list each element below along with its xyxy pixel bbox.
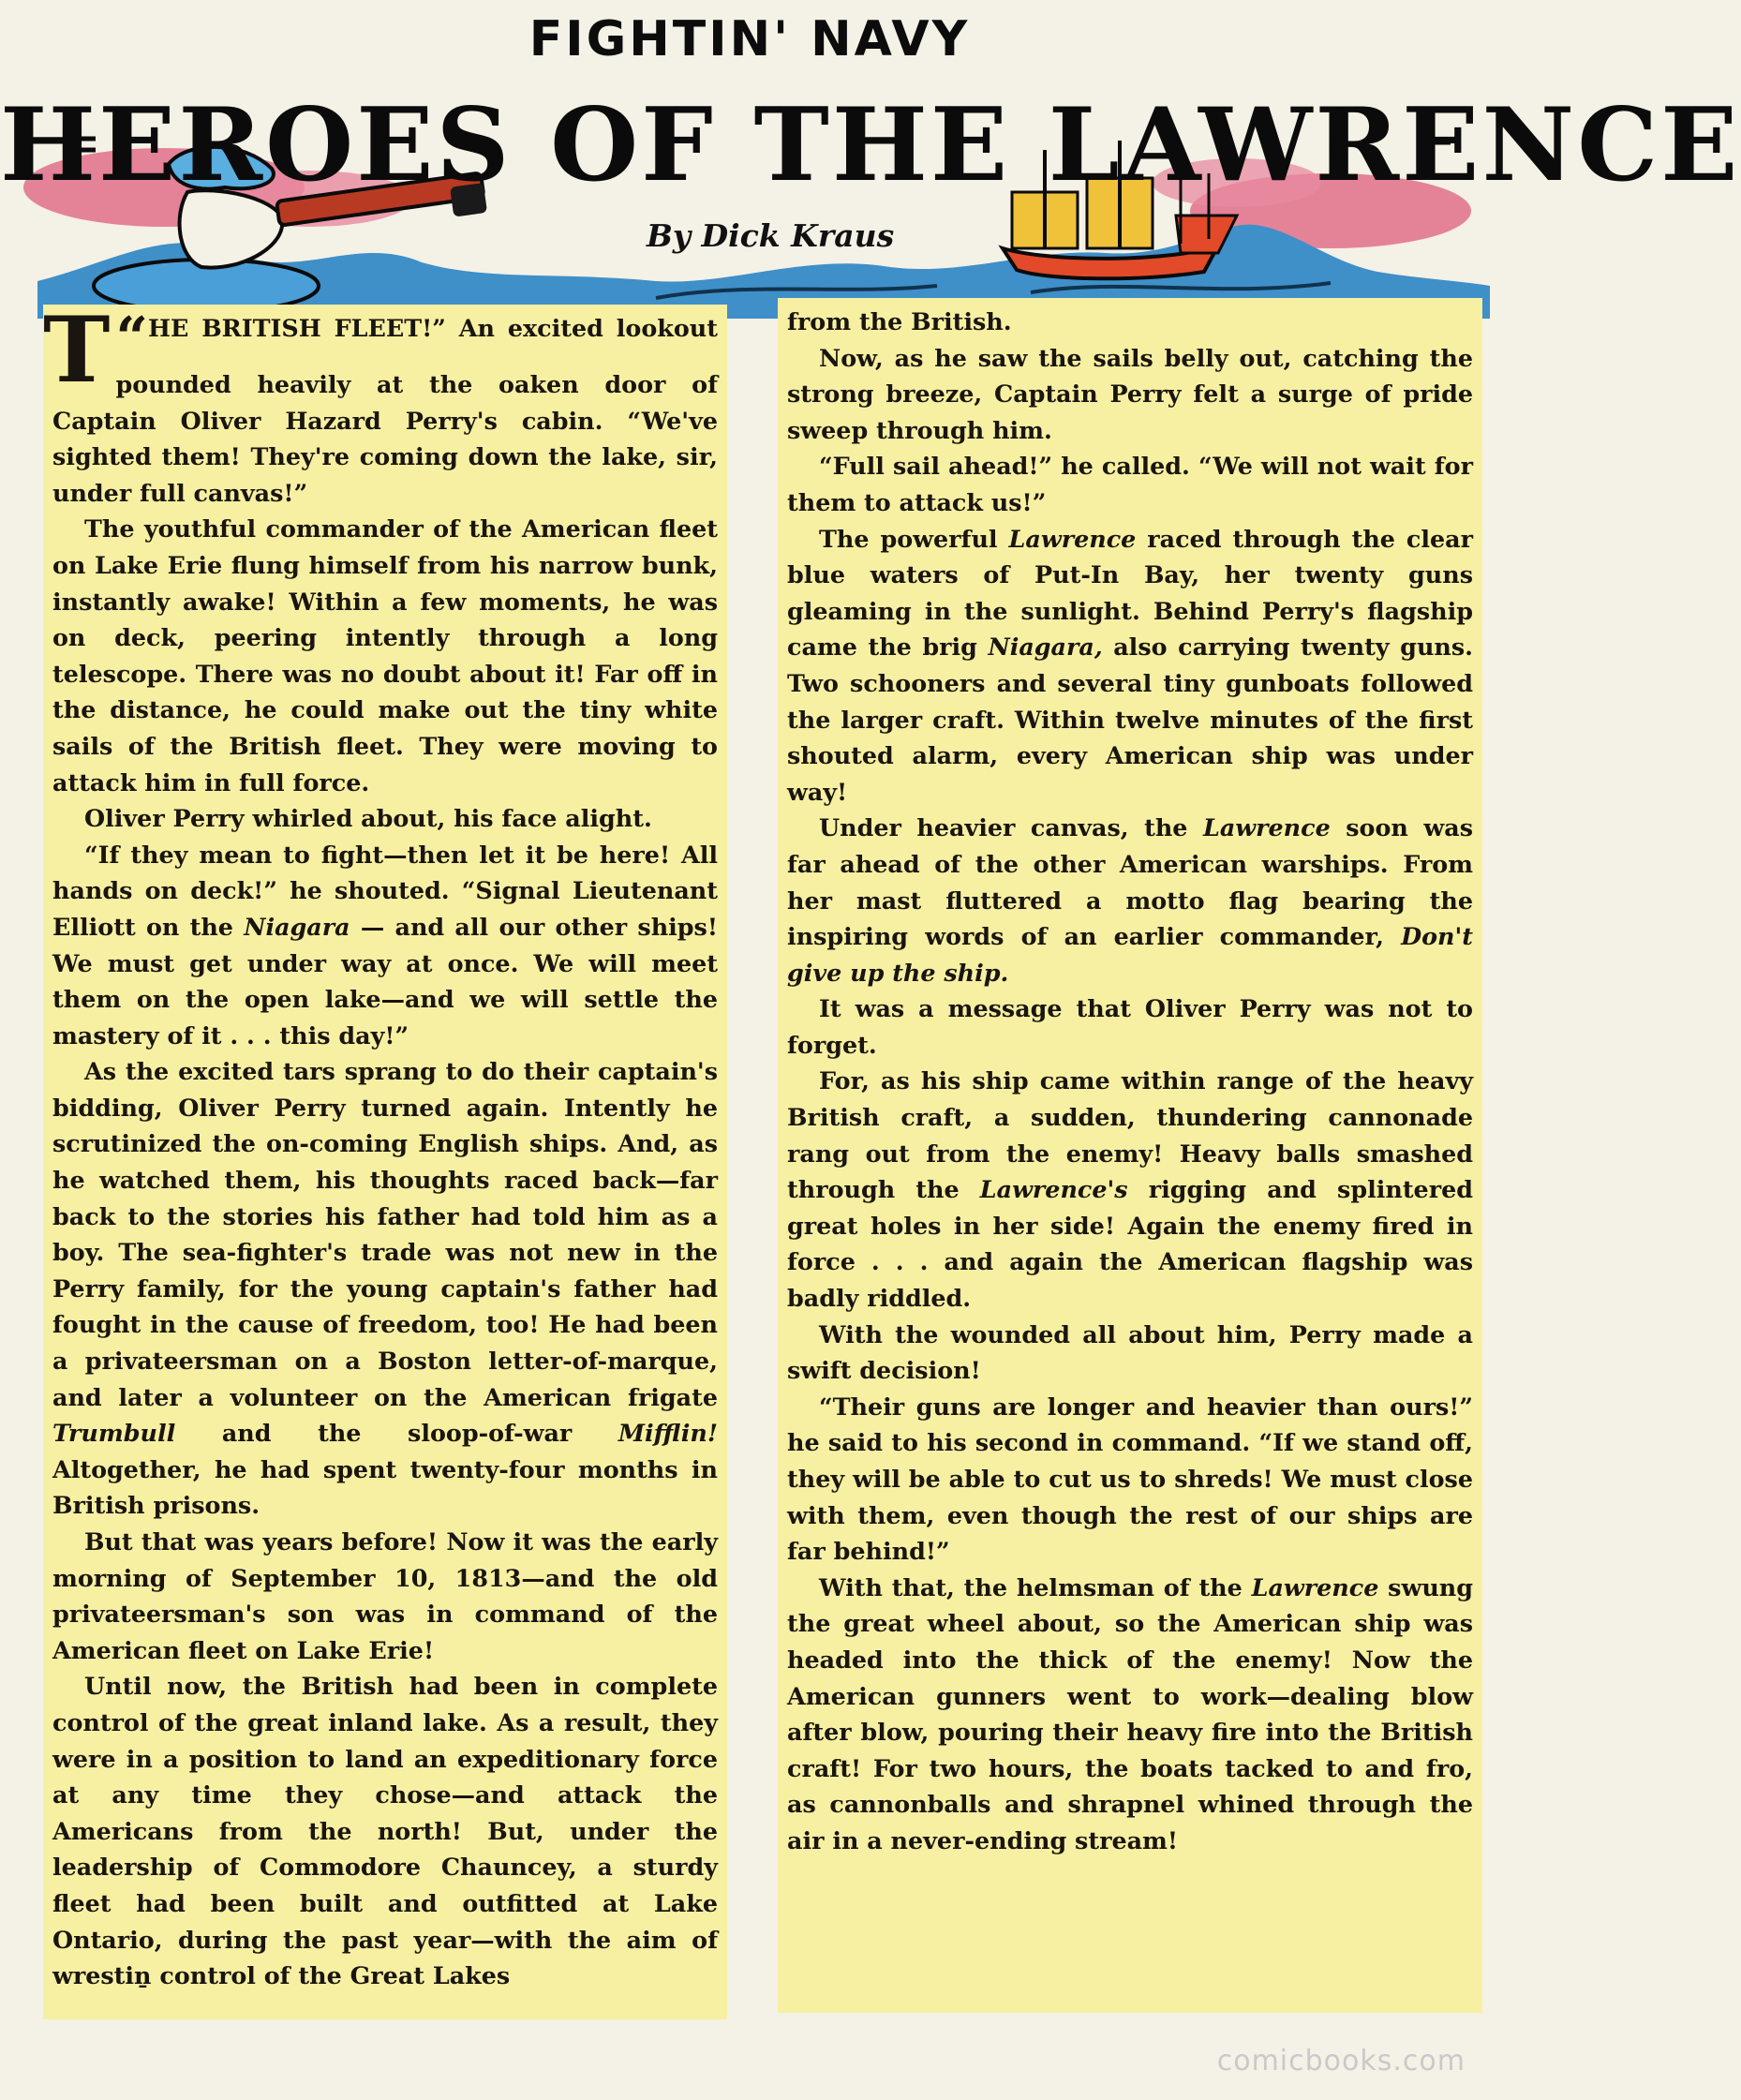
motto-text: Don't give up the ship. <box>787 922 1473 987</box>
paragraph-r3 <box>787 521 1473 811</box>
paragraph-r8: “Their guns are longer and heavier than ours!” he said to his second in command. “If we stand off, they will be able to cut us to shreds! We must close with them, even though the rest of our ships are far behind!” <box>787 1392 1473 1566</box>
paragraph-1 <box>43 297 718 511</box>
paragraph-6: But that was years before! Now it was the early morning of September 10, 1813—and the old privateersman's son was in command of the American fleet on Lake Erie! <box>52 1527 718 1664</box>
paragraph-1-text: HE BRITISH FLEET!” An excited lookout pounded heavily at the oaken door of Captain Oliver Hazard Perry's cabin. “We've sighted them! They're coming down the lake, sir, under full canvas!” <box>52 314 718 507</box>
paragraph-r2: “Full sail ahead!” he called. “We will not wait for them to attack us!” <box>787 452 1473 516</box>
paragraph-r3-text-a: The powerful <box>819 524 1009 553</box>
ship-name-trumbull: Trumbull <box>52 1419 176 1448</box>
paragraph-4-text-a: “If they mean to fight—then let it be here! All hands on deck!” he shouted. “Signal Lieutenant Elliott on the <box>52 840 718 941</box>
ship-name-lawrences: Lawrence's <box>979 1175 1128 1204</box>
paragraph-r6-text-b: rigging and splintered great holes in her side! Again the enemy fired in force . . . and again the American flagship was badly riddled. <box>787 1175 1473 1313</box>
ship-name-niagara: Niagara, <box>988 633 1103 662</box>
paragraph-r9 <box>787 1570 1473 1859</box>
series-title: FIGHTIN' NAVY <box>528 11 971 67</box>
paragraph-r3-text-c: also carrying twenty guns. Two schooners and several tiny gunboats followed the larger craft. Within twelve minutes of the first shouted alarm, every American ship was under way! <box>787 633 1473 806</box>
paragraph-5-text-c: Altogether, he had spent twenty-four months in British prisons. <box>52 1454 718 1520</box>
paragraph-7: Until now, the British had been in complete control of the great inland lake. As a result, they were in a position to land an expeditionary force at any time they chose—and attack the Americans from the north! But, under the leadership of Commodore Chauncey, a sturdy fleet had been built and outfitted at Lake Ontario, during the past year—with the aim of wrestiṉ control of the Great Lakes <box>52 1672 718 1990</box>
paragraph-4 <box>52 837 718 1054</box>
paragraph-5 <box>52 1053 718 1524</box>
paragraph-r9-text-b: swung the great wheel about, so the American ship was headed into the thick of the enemy! Now the American gunners went to work—dealing blow after blow, pouring their heavy fire into the British craft! For two hours, the boats tacked to and fro, as cannonballs and shrapnel whined through the air in a never-ending stream! <box>787 1572 1473 1854</box>
author-byline: By Dick Kraus <box>647 217 895 254</box>
paragraph-r4 <box>787 810 1473 990</box>
paragraph-r7: With the wounded all about him, Perry made a swift decision! <box>787 1319 1473 1385</box>
paragraph-r5: It was a message that Oliver Perry was not to forget. <box>787 994 1473 1059</box>
story-title: HEROES OF THE LAWRENCE <box>0 86 1741 204</box>
paragraph-3: Oliver Perry whirled about, his face alight. <box>84 804 652 833</box>
paragraph-r4-text-b: soon was far ahead of the other American warships. From her mast fluttered a motto flag bearing the inspiring words of an earlier commander, <box>787 813 1473 951</box>
ship-name-niagara: Niagara <box>244 912 350 941</box>
paragraph-r0: from the British. <box>787 307 1012 335</box>
paragraph-5-text-a: As the excited tars sprang to do their captain's bidding, Oliver Perry turned again. Intently he scrutinized the on-coming English ships. And, as he watched them, his thoughts raced back—far back to the stories his father had told him as a boy. The sea-fighter's trade was not new in the Perry family, for the young captain's father had fought in the cause of freedom, too! He had been a privateersman on a Boston letter-of-marque, and later a volunteer on the American frigate <box>52 1057 718 1411</box>
ship-name-mifflin: Mifflin! <box>618 1419 718 1448</box>
opening-quote: “ <box>115 305 148 371</box>
ship-name-lawrence: Lawrence <box>1008 524 1137 553</box>
text-column-right <box>778 298 1482 2013</box>
paragraph-5-text-b: and the sloop-of-war <box>175 1419 618 1448</box>
paragraph-r4-text-a: Under heavier canvas, the <box>819 813 1203 842</box>
paragraph-r3-text-b: raced through the clear blue waters of Put-In Bay, her twenty guns gleaming in the sunlight. Behind Perry's flagship came the brig <box>787 524 1473 662</box>
paragraph-r9-text-a: With that, the helmsman of the <box>819 1572 1252 1601</box>
site-watermark: comicbooks.com <box>1216 2045 1466 2078</box>
paragraph-2: The youthful commander of the American fleet on Lake Erie flung himself from his narrow bunk, instantly awake! Within a few moments, he was on deck, peering intently through a long telescope. There was no doubt about it! Far off in the distance, he could make out the tiny white sails of the British fleet. They were moving to attack him in full force. <box>52 514 718 797</box>
ship-name-lawrence: Lawrence <box>1251 1572 1379 1601</box>
paragraph-4-text-b: — and all our other ships! We must get under way at once. We will meet them on the open lake—and we will settle the mastery of it . . . this day!” <box>52 912 718 1050</box>
ship-name-lawrence: Lawrence <box>1202 813 1331 842</box>
paragraph-r6-text-a: For, as his ship came within range of the heavy British craft, a sudden, thundering cannonade rang out from the enemy! Heavy balls smashed through the <box>787 1066 1473 1204</box>
paragraph-r6 <box>787 1063 1473 1316</box>
paragraph-r1: Now, as he saw the sails belly out, catching the strong breeze, Captain Perry felt a surge of pride sweep through him. <box>787 343 1473 444</box>
text-column-left <box>43 297 727 2019</box>
drop-cap: T <box>43 297 111 403</box>
